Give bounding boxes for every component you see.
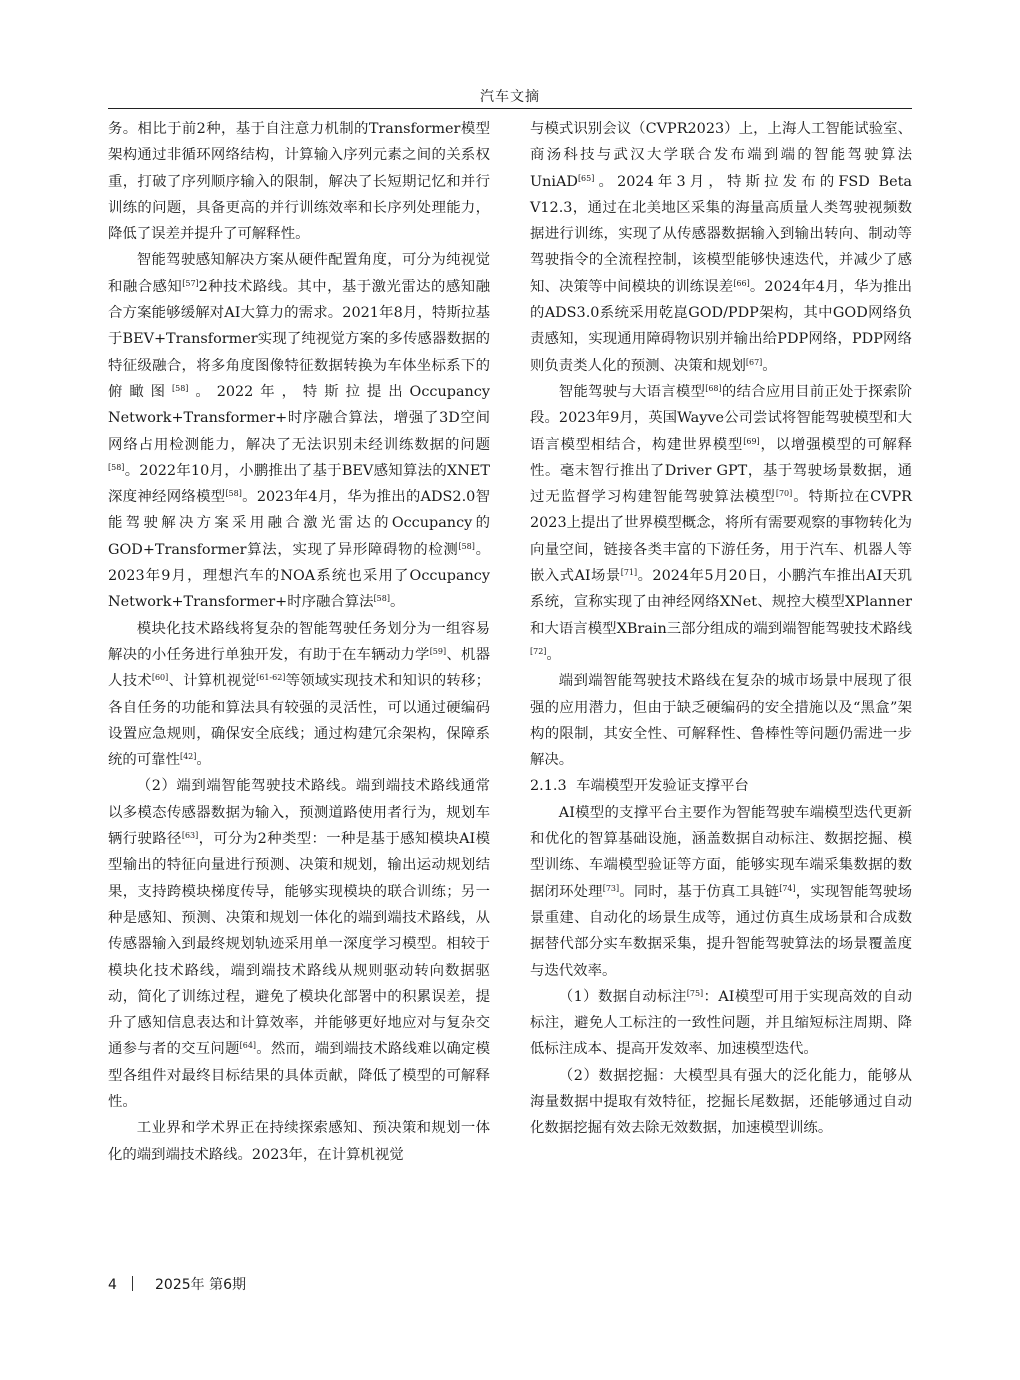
citation: [65]: [577, 173, 595, 183]
citation: [75]: [686, 988, 704, 998]
citation: [58]: [225, 489, 242, 499]
section-number: 2.1.3: [530, 778, 567, 795]
citation: [68]: [705, 383, 722, 393]
citation: [70]: [775, 489, 793, 499]
citation: [71]: [620, 568, 638, 578]
paragraph: （2）数据挖掘：大模型具有强大的泛化能力，能够从海量数据中提取有效特征，挖掘长尾数据，还能够通过自动化数据挖掘有效去除无效数据，加速模型训练。: [530, 1067, 912, 1137]
page-footer: [108, 1274, 246, 1294]
citation: [63]: [181, 831, 199, 841]
citation: [72]: [530, 646, 547, 656]
footer-divider: [132, 1276, 133, 1291]
citation: [59]: [429, 646, 447, 656]
citation: [58]: [172, 383, 189, 393]
paragraph: 智能驾驶与大语言模型[68]的结合应用目前正处于探索阶段。2023年9月，英国Wayve公司尝试将智能驾驶模型和大语言模型相结合，构建世界模型[69]，以增强模型的可解释性。毫末智行推出了Driver GPT，基于驾驶场景数据，通过无监督学习构建智能驾驶算法模型[70]。特斯拉在CVPR 2023上提出了世界模型概念，将所有需要观察的事物转化为向量空间，链接各类丰富的下游任务，用于汽车、机器人等嵌入式AI场景[71]。2024年5月20日，小鹏汽车推出AI天玑系统，宣称实现了由神经网络XNet、规控大模型XPlanner和大语言模型XBrain三部分组成的端到端智能驾驶技术路线[72]。: [530, 383, 912, 663]
paragraph: 端到端智能驾驶技术路线在复杂的城市场景中展现了很强的应用潜力，但由于缺乏硬编码的安全措施以及“黑盒”架构的限制，其安全性、可解释性、鲁棒性等问题仍需进一步解决。: [530, 673, 912, 769]
citation: [64]: [239, 1041, 257, 1051]
paragraph: （1）数据自动标注[75]：AI模型可用于实现高效的自动标注，避免人工标注的一致性问题，并且缩短标注周期、降低标注成本、提高开发效率、加速模型迭代。: [530, 988, 912, 1058]
citation: [58]: [373, 594, 390, 604]
citation: [69]: [743, 436, 760, 446]
paragraph: （2）端到端智能驾驶技术路线。端到端技术路线通常以多模态传感器数据为输入，预测道路使用者行为，规划车辆行驶路径[63]，可分为2种类型：一种是基于感知模块AI模型输出的特征向量进行预测、决策和规划，输出运动规划结果，支持跨模块梯度传导，能够实现模块的联合训练；另一种是感知、预测、决策和规划一体化的端到端技术路线，从传感器输入到最终规划轨迹采用单一深度学习模型。相较于模块化技术路线，端到端技术路线从规则驱动转向数据驱动，简化了训练过程，避免了模块化部署中的积累误差，提升了感知信息表达和计算效率，并能够更好地应对与复杂交通参与者的交互问题[64]。然而，端到端技术路线难以确定模型各组件对最终目标结果的具体贡献，降低了模型的可解释性。: [108, 778, 490, 1110]
citation: [60]: [151, 673, 169, 683]
citation: [73]: [602, 883, 620, 893]
citation: [58]: [108, 462, 125, 472]
left-column: [108, 116, 490, 1168]
citation: [42]: [179, 752, 197, 762]
header-rule: [108, 108, 912, 109]
section-title: 车端模型开发验证支撑平台: [576, 778, 749, 795]
running-header: 汽车文摘: [480, 89, 540, 105]
citation: [57]: [182, 278, 199, 288]
paragraph: 工业界和学术界正在持续探索感知、预决策和规划一体化的端到端技术路线。2023年，在计算机视觉: [108, 1120, 490, 1163]
paragraph: AI模型的支撑平台主要作为智能驾驶车端模型迭代更新和优化的智算基础设施，涵盖数据自动标注、数据挖掘、模型训练、车端模型验证等方面，能够实现车端采集数据的数据闭环处理[73]。同时，基于仿真工具链[74]，实现智能驾驶场景重建、自动化的场景生成等，通过仿真生成场景和合成数据替代部分实车数据采集，提升智能驾驶算法的场景覆盖度与迭代效率。: [530, 804, 912, 979]
page-number: 4: [108, 1277, 117, 1293]
citation: [67]: [745, 357, 763, 367]
paragraph: 模块化技术路线将复杂的智能驾驶任务划分为一组容易解决的小任务进行单独开发，有助于在车辆动力学[59]、机器人技术[60]、计算机视觉[61-62]等领域实现技术和知识的转移；各自任务的功能和算法具有较强的灵活性，可以通过硬编码设置应急规则，确保安全底线；通过构建冗余架构，保障系统的可靠性[42]。: [108, 620, 490, 769]
citation: [61-62]: [256, 673, 286, 683]
citation: [74]: [779, 883, 796, 893]
paragraph: 智能驾驶感知解决方案从硬件配置角度，可分为纯视觉和融合感知[57]2种技术路线。其中，基于激光雷达的感知融合方案能够缓解对AI大算力的需求。2021年8月，特斯拉基于BEV+Transformer实现了纯视觉方案的多传感器数据的特征级融合，将多角度图像特征数据转换为车体坐标系下的俯瞰图[58]。2022年，特斯拉提出Occupancy Network+Transformer+时序融合算法，增强了3D空间网络占用检测能力，解决了无法识别未经训练数据的问题[58]。2022年10月，小鹏推出了基于BEV感知算法的XNET深度神经网络模型[58]。2023年4月，华为推出的ADS2.0智能驾驶解决方案采用融合激光雷达的Occupancy的GOD+Transformer算法，实现了异形障碍物的检测[58]。2023年9月，理想汽车的NOA系统也采用了Occupancy Network+Transformer+时序融合算法[58]。: [108, 252, 490, 611]
issue-label: 2025年 第6期: [155, 1277, 246, 1293]
section-heading: [530, 773, 912, 799]
paragraph: 与模式识别会议（CVPR2023）上，上海人工智能试验室、商汤科技与武汉大学联合发布端到端的智能驾驶算法UniAD[65]。2024年3月，特斯拉发布的FSD Beta V12.3，通过在北美地区采集的海量高质量人类驾驶视频数据进行训练，实现了从传感器数据输入到输出转向、制动等驾驶指令的全流程控制，该模型能够快速迭代，并减少了感知、决策等中间模块的训练误差[66]。2024年4月，华为推出的ADS3.0系统采用乾崑GOD/PDP架构，其中GOD网络负责感知，实现通用障碍物识别并输出给PDP网络，PDP网络则负责类人化的预测、决策和规划[67]。: [530, 121, 912, 374]
citation: [58]: [458, 541, 475, 551]
right-column: [530, 116, 912, 1142]
paragraph: 务。相比于前2种，基于自注意力机制的Transformer模型架构通过非循环网络结构，计算输入序列元素之间的关系权重，打破了序列顺序输入的限制，解决了长短期记忆和并行训练的问题，具备更高的并行训练效率和长序列处理能力，降低了误差并提升了可解释性。: [108, 121, 490, 243]
citation: [66]: [733, 278, 750, 288]
